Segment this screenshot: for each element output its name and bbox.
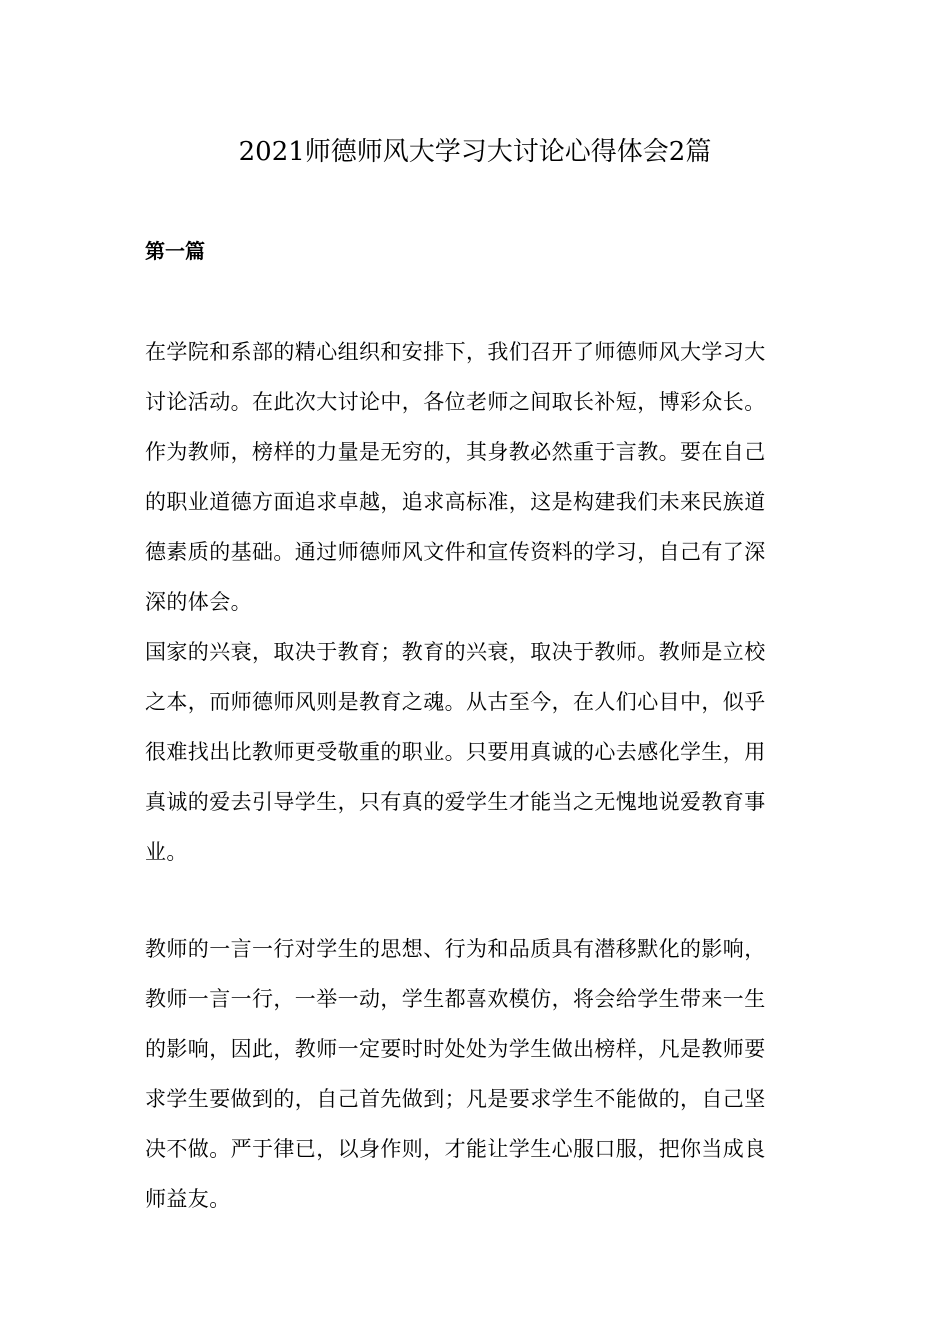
text-line: 作为教师，榜样的力量是无穷的，其身教必然重于言教。要在自己	[145, 440, 766, 464]
paragraph-1	[145, 327, 810, 627]
text-line: 的影响，因此，教师一定要时时处处为学生做出榜样，凡是教师要	[145, 1037, 766, 1061]
text-line: 教师一言一行，一举一动，学生都喜欢模仿，将会给学生带来一生	[145, 987, 766, 1011]
paragraph-3	[145, 924, 810, 1224]
paragraph-2	[145, 627, 810, 877]
text-line: 德素质的基础。通过师德师风文件和宣传资料的学习，自己有了深	[145, 540, 766, 564]
text-line: 很难找出比教师更受敬重的职业。只要用真诚的心去感化学生，用	[145, 740, 766, 764]
text-line: 深的体会。	[145, 590, 252, 614]
text-line: 决不做。严于律已，以身作则，才能让学生心服口服，把你当成良	[145, 1137, 766, 1161]
document-title: 2021师德师风大学习大讨论心得体会2篇	[238, 137, 712, 167]
text-line: 在学院和系部的精心组织和安排下，我们召开了师德师风大学习大	[145, 340, 766, 364]
text-line: 的职业道德方面追求卓越，追求高标准，这是构建我们未来民族道	[145, 490, 766, 514]
text-line: 国家的兴衰，取决于教育；教育的兴衰，取决于教师。教师是立校	[145, 640, 766, 664]
text-line: 教师的一言一行对学生的思想、行为和品质具有潜移默化的影响，	[145, 937, 766, 961]
text-line: 求学生要做到的，自己首先做到；凡是要求学生不能做的，自己坚	[145, 1087, 766, 1111]
section-heading: 第一篇	[145, 239, 205, 263]
text-line: 业。	[145, 840, 188, 864]
text-line: 讨论活动。在此次大讨论中，各位老师之间取长补短，博彩众长。	[145, 390, 766, 414]
text-line: 真诚的爱去引导学生，只有真的爱学生才能当之无愧地说爱教育事	[145, 790, 766, 814]
text-line: 之本，而师德师风则是教育之魂。从古至今，在人们心目中，似乎	[145, 690, 766, 714]
text-line: 师益友。	[145, 1187, 231, 1211]
